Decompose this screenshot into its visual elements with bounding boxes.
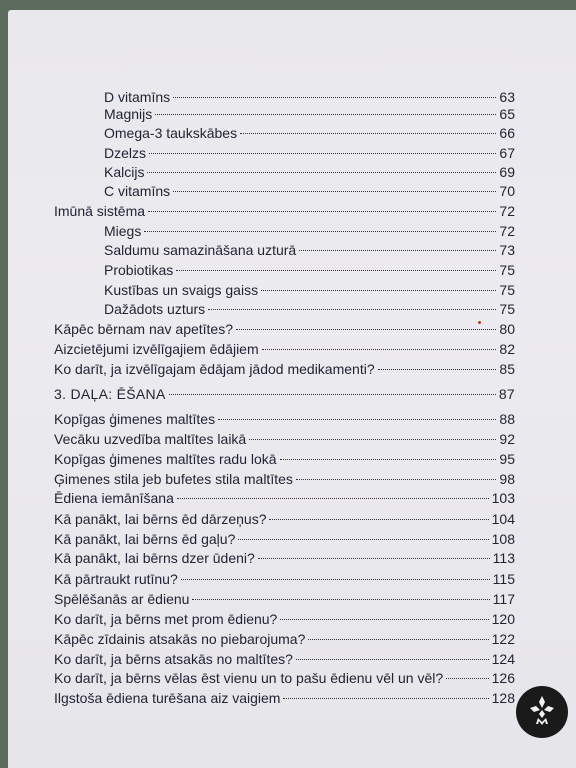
toc-entry-title: C vitamīns [104,183,171,199]
toc-entry [104,281,515,299]
toc-leader-dots [208,309,496,310]
toc-entry [54,530,515,548]
toc-entry [54,570,515,588]
toc-section-title: 3. DAĻA: ĒŠANA [54,386,166,402]
red-speck [478,321,481,324]
toc-leader-dots [280,459,497,460]
toc-entry-title: Kā panākt, lai bērns dzer ūdeni? [54,550,255,566]
toc-page-number: 95 [499,451,515,467]
toc-page-number: 70 [499,183,515,199]
toc-entry [104,88,515,106]
toc-page-number: 69 [499,164,515,180]
toc-page-number: 128 [491,690,515,706]
toc-entry [104,182,515,200]
toc-entry-title: Ēdiena iemānīšana [54,490,174,506]
toc-entry-title: Probiotikas [104,262,174,278]
toc-leader-dots [240,133,496,134]
toc-entry [54,630,515,648]
toc-entry-title: Ko darīt, ja bērns atsakās no maltītes? [54,651,293,667]
toc-entry-title: Kopīgas ģimenes maltītes radu lokā [54,451,277,467]
toc-leader-dots [155,114,496,115]
toc-leader-dots [173,97,496,98]
toc-entry [54,489,515,507]
toc-entry-title: Spēlēšanās ar ēdienu [54,591,190,607]
toc-leader-dots [299,250,496,251]
toc-entry-title: Dažādots uzturs [104,301,206,317]
toc-leader-dots [176,270,496,271]
toc-page-number: 122 [491,631,515,647]
toc-page-number: 67 [499,145,515,161]
toc-leader-dots [261,290,496,291]
toc-entry [104,261,515,279]
toc-entry-title: Dzelzs [104,145,147,161]
toc-page-number: 117 [492,591,515,607]
toc-page-number: 75 [499,282,515,298]
toc-page-number: 80 [499,321,515,337]
toc-entry [104,124,515,142]
toc-entry [54,689,515,707]
toc-leader-dots [378,369,497,370]
toc-entry-title: Kāpēc bērnam nav apetītes? [54,321,234,337]
toc-entry [54,320,515,338]
toc-leader-dots [218,419,496,420]
toc-leader-dots [296,659,489,660]
toc-leader-dots [192,599,489,600]
toc-entry-title: Ko darīt, ja izvēlīgajam ēdājam jādod medikamenti? [54,361,375,377]
toc-entry [54,360,515,378]
toc-leader-dots [262,349,497,350]
toc-entry-title: Kā panākt, lai bērns ēd dārzeņus? [54,511,267,527]
toc-entry [54,450,515,468]
toc-entry [54,610,515,628]
toc-entry [54,410,515,428]
toc-entry [104,241,515,259]
toc-page-number: 115 [492,571,515,587]
toc-entry [54,650,515,668]
toc-page-number: 120 [491,611,515,627]
toc-entry-title: Ģimenes stila jeb bufetes stila maltītes [54,471,293,487]
toc-leader-dots [283,698,488,699]
toc-entry [104,222,515,240]
toc-entry [54,549,515,567]
toc-page-number: 82 [499,341,515,357]
toc-page-number: 75 [499,301,515,317]
toc-entry-title: Ko darīt, ja bērns vēlas ēst vienu un to pašu ēdienu vēl un vēl? [54,670,444,686]
toc-entry-title: Kāpēc zīdainis atsakās no piebarojuma? [54,631,306,647]
toc-page-number: 75 [499,262,515,278]
toc-page-number: 85 [499,361,515,377]
toc-page-number: 98 [499,471,515,487]
toc-page-number: 63 [499,89,515,105]
toc-entry [54,202,515,220]
toc-leader-dots [169,394,496,395]
toc-page-number: 65 [499,106,515,122]
toc-page-number: 92 [499,431,515,447]
toc-leader-dots [296,479,497,480]
toc-entry-title: Kā panākt, lai bērns ēd gaļu? [54,531,236,547]
toc-leader-dots [238,539,488,540]
toc-entry-title: Saldumu samazināšana uzturā [104,242,297,258]
toc-entry-title: Kustības un svaigs gaiss [104,282,259,298]
toc-leader-dots [148,211,496,212]
toc-entry-title: Aizcietējumi izvēlīgajiem ēdājiem [54,341,259,357]
toc-page-number: 104 [491,511,515,527]
toc-entry-title: Imūnā sistēma [54,203,146,219]
toc-entry [104,163,515,181]
diamond-flower-logo-icon [516,686,568,738]
toc-page-number: 73 [499,242,515,258]
toc-entry [54,669,515,687]
toc-entry-title: Kā pārtraukt rutīnu? [54,571,178,587]
toc-entry-title: Miegs [104,223,142,239]
toc-entry-title: Kopīgas ģimenes maltītes [54,411,216,427]
toc-page-number: 108 [491,531,515,547]
toc-entry-title: Ilgstoša ēdiena turēšana aiz vaigiem [54,690,281,706]
toc-leader-dots [269,519,488,520]
toc-entry [104,144,515,162]
toc-entry [104,300,515,318]
toc-entry [54,340,515,358]
toc-leader-dots [249,439,496,440]
toc-section-heading [54,385,515,403]
toc-leader-dots [149,153,496,154]
toc-entry [54,430,515,448]
toc-leader-dots [280,619,488,620]
toc-page-number: 126 [491,670,515,686]
toc-page-number: 124 [491,651,515,667]
toc-entry-title: Magnijs [104,106,153,122]
toc-leader-dots [236,329,496,330]
toc-leader-dots [144,231,496,232]
toc-page-number: 66 [499,125,515,141]
toc-leader-dots [177,498,489,499]
toc-page-number: 88 [499,411,515,427]
toc-leader-dots [308,639,488,640]
toc-leader-dots [173,191,496,192]
toc-entry [54,590,515,608]
toc-leader-dots [147,172,496,173]
toc-entry [104,105,515,123]
toc-page-number: 87 [498,386,515,402]
toc-leader-dots [446,678,489,679]
toc-entry [54,470,515,488]
toc-page-number: 72 [499,203,515,219]
toc-entry-title: Kalcijs [104,164,145,180]
toc-entry-title: D vitamīns [104,89,171,105]
toc-entry-title: Omega-3 taukskābes [104,125,238,141]
toc-page-number: 72 [499,223,515,239]
toc-entry [54,510,515,528]
toc-leader-dots [258,558,490,559]
toc-leader-dots [181,579,490,580]
toc-page-number: 103 [491,490,515,506]
toc-page-number: 113 [492,550,515,566]
toc-entry-title: Ko darīt, ja bērns met prom ēdienu? [54,611,278,627]
toc-entry-title: Vecāku uzvedība maltītes laikā [54,431,247,447]
